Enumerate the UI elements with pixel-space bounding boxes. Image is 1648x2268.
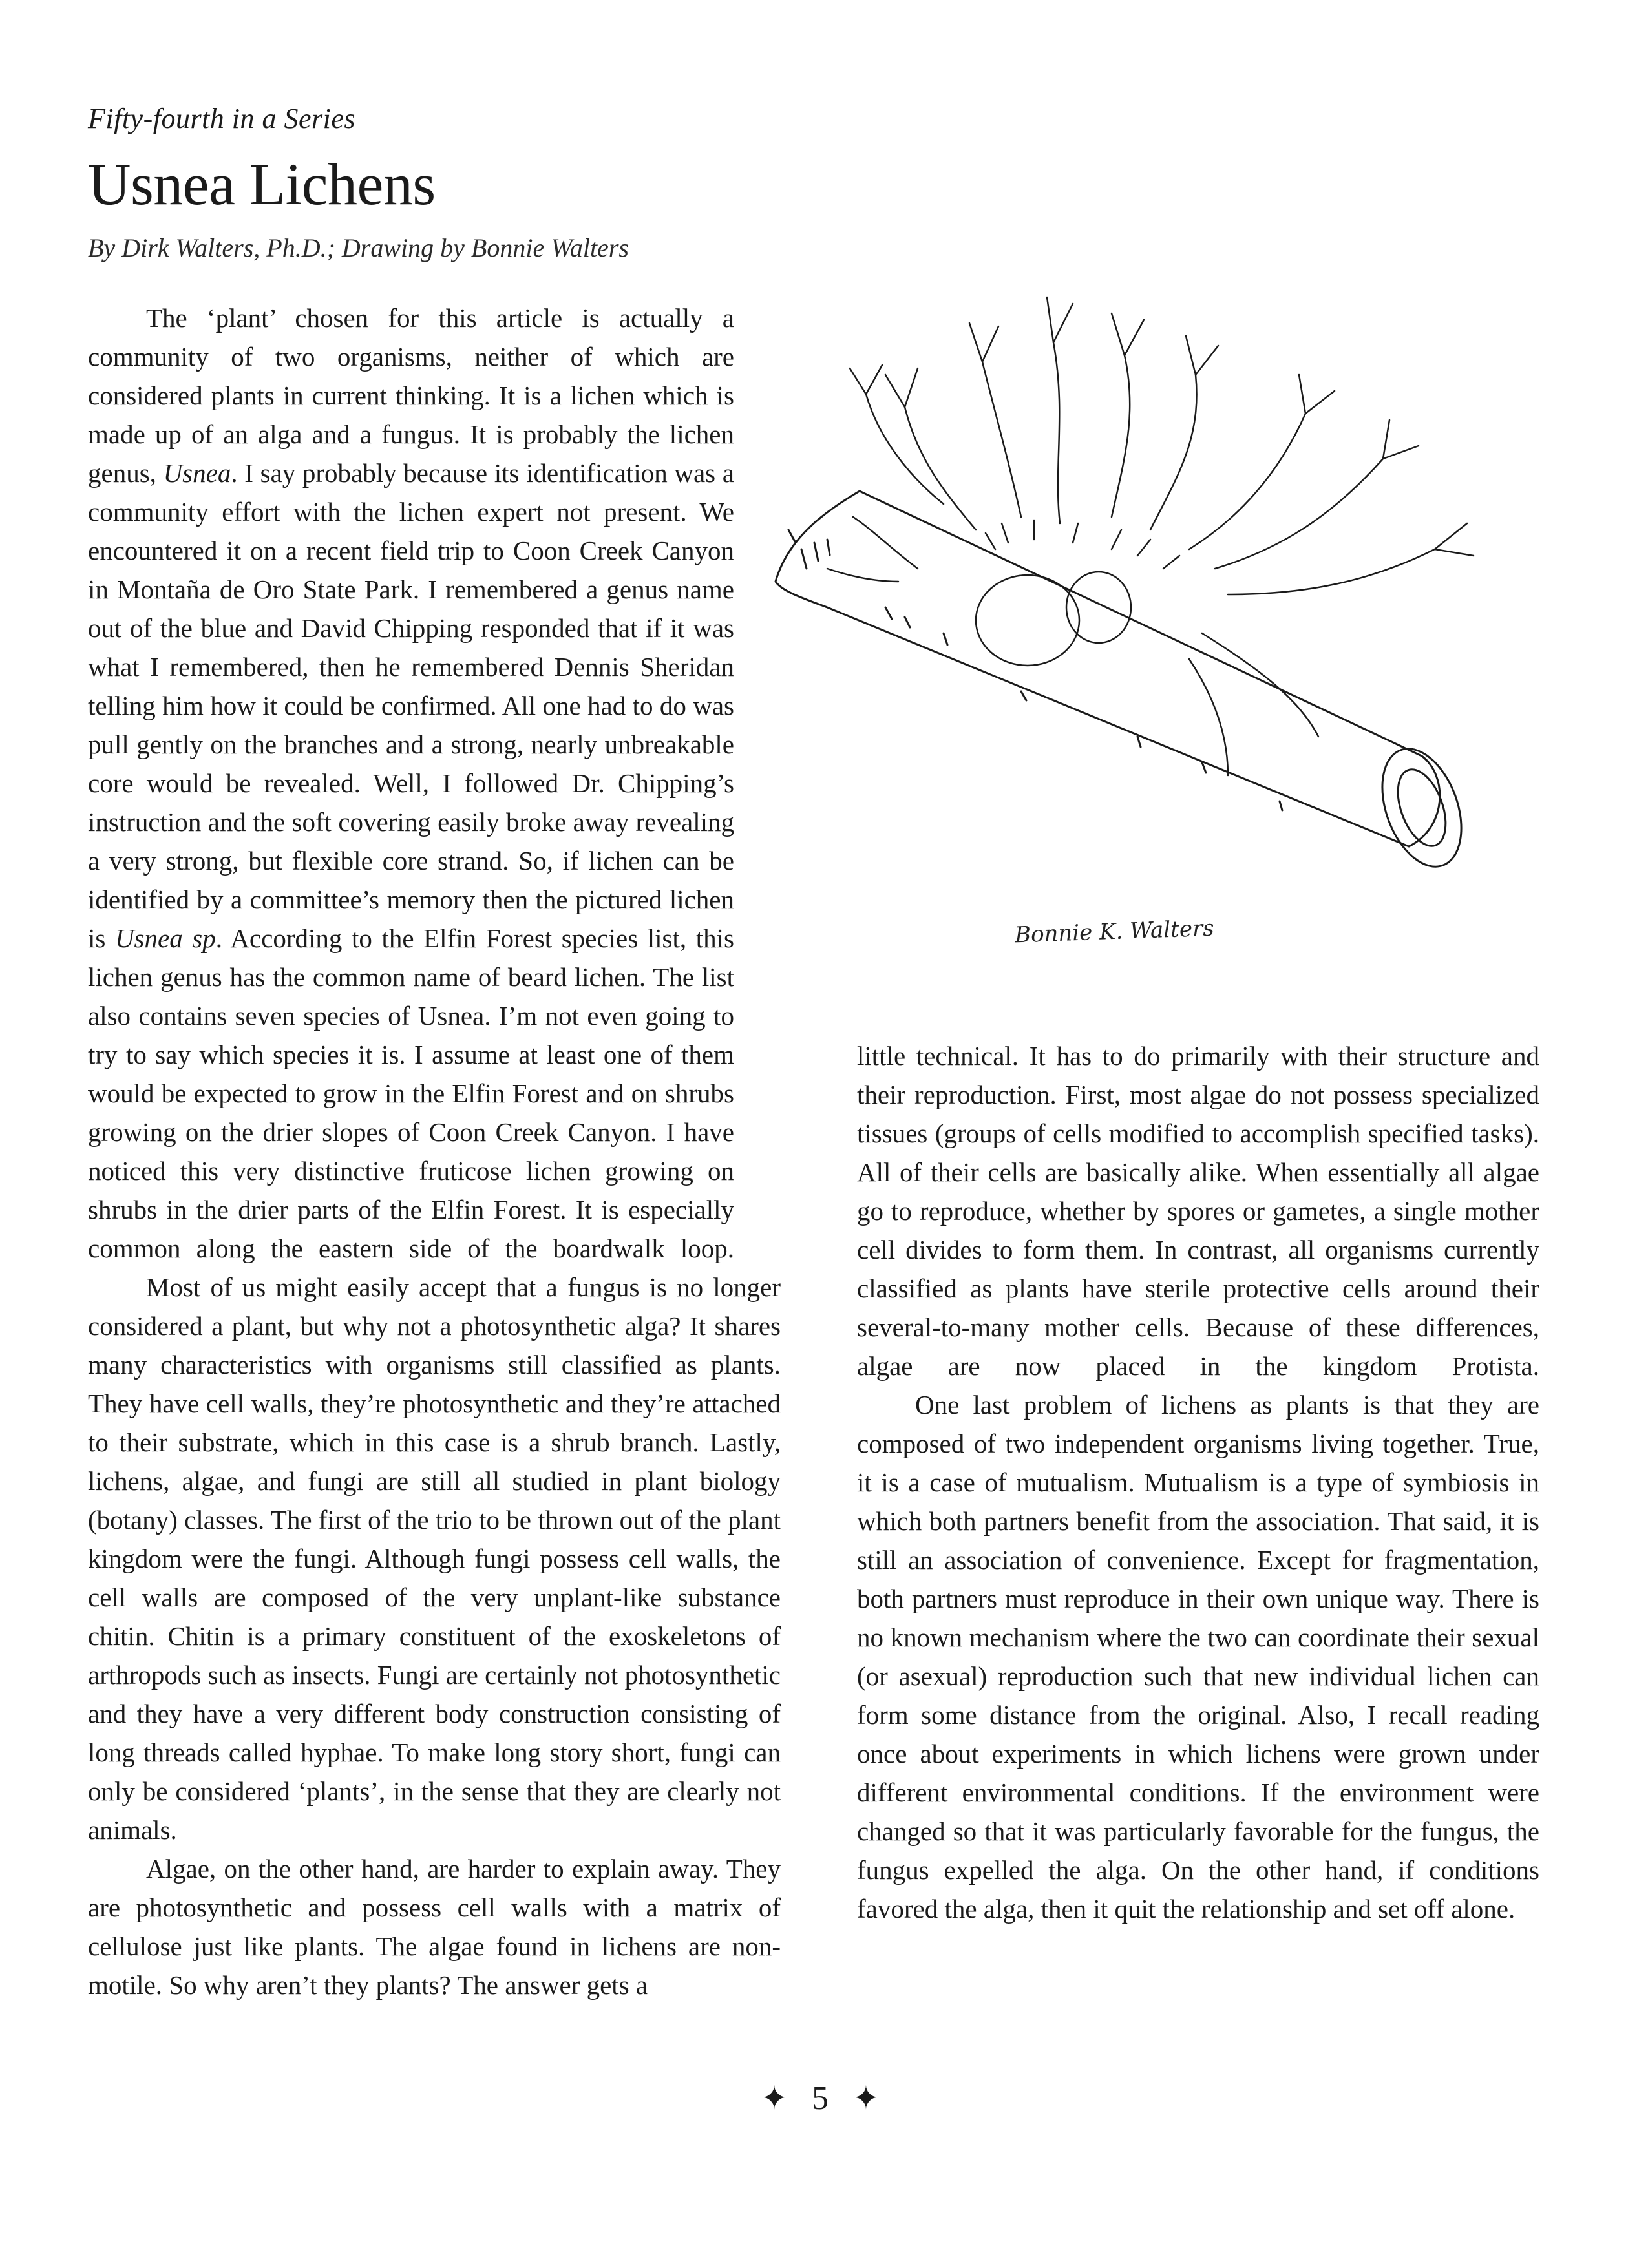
artist-signature: Bonnie K. Walters — [1014, 915, 1215, 949]
species-name: Usnea sp — [114, 923, 216, 953]
page-footer — [0, 2079, 1648, 2117]
byline: By Dirk Walters, Ph.D.; Drawing by Bonnie Walters — [88, 233, 629, 262]
paragraph-text: . I say probably because its identification was a community effort with the lichen expert not present. We encountered it on a recent field trip to Coon Creek Canyon in Montaña de Oro State Park. I remembered a genus name out of the blue and David Chipping responded that if it was what I remembered, then he remembered Dennis Sheridan telling him how it could be confirmed. All one had to do was pull gently on the branches and a strong, nearly unbreakable core would be revealed. Well, I followed Dr. Chipping’s instruction and the soft covering easily broke away revealing a very strong, but flexible core strand. So, if lichen can be identified by a committee’s memory then the pictured lichen is — [88, 458, 734, 953]
genus-name: Usnea — [163, 458, 231, 488]
paragraph: One last problem of lichens as plants is that they are composed of two independent organisms living together. True, it is a case of mutualism. Mutualism is a type of symbiosis in which both partners benefit from the association. That said, it is still an association of convenience. Except for fragmentation, both partners must reproduce in their own unique way. There is no known mechanism where the two can coordinate their sexual (or asexual) reproduction such that new individual lichen can form some distance from the original. Also, I recall reading once about experiments in which lichens were grown under different environmental conditions. If the environment were changed so that it was particularly favorable for the fungus, the fungus expelled the alga. On the other hand, if conditions favored the alga, then it quit the relationship and set off alone. — [857, 1390, 1539, 1924]
right-column — [857, 1036, 1539, 1928]
left-column — [88, 299, 781, 2004]
paragraph: Most of us might easily accept that a fungus is no longer considered a plant, but why not a photosynthetic alga? It shares many characteristics with organisms still classified as plants. They have cell walls, they’re photosynthetic and they’re attached to their substrate, which in this case is a shrub branch. Lastly, lichens, algae, and fungi are still all studied in plant biology (botany) classes. The first of the trio to be thrown out of the plant kingdom were the fungi. Although fungi possess cell walls, the cell walls are composed of the very unplant-like substance chitin. Chitin is a primary constituent of the exoskeletons of arthropods such as insects. Fungi are certainly not photosynthetic and they have a very different body construction consisting of long threads called hyphae. To make long story short, fungi can only be considered ‘plants’, in the sense that they are clearly not animals. — [88, 1272, 781, 1845]
paragraph-text: The ‘plant’ chosen for this article is actually a community of two organisms, neither of which are considered plants in current thinking. It is a lichen which is made up of an alga and a fungus. It is probably the lichen genus, — [88, 303, 734, 488]
ornament-right: ✦ — [852, 2080, 887, 2116]
paragraph — [88, 299, 734, 1268]
paragraph: little technical. It has to do primarily with their structure and their reproduction. First, most algae do not possess specialized tissues (groups of cells modified to accomplish specified tasks). All of their cells are basically alike. When essentially all algae go to reproduce, whether by spores or gametes, a single mother cell divides to form them. In contrast, all organisms currently classified as plants have sterile protective cells around their several-to-many mother cells. Because of these differences, algae are now placed in the kingdom Protista. — [857, 1041, 1539, 1381]
series-label: Fifty-fourth in a Series — [88, 103, 356, 134]
paragraph-text: . According to the Elfin Forest species list, this lichen genus has the common name of beard lichen. The list also contains seven species of Usnea. I’m not even going to try to say which species it is. I assume at least one of them would be expected to grow in the Elfin Forest and on shrubs growing on the drier slopes of Coon Creek Canyon. I have noticed this very distinctive fruticose lichen growing on shrubs in the drier parts of the Elfin Forest. It is especially common along the eastern side of the boardwalk loop. — [88, 923, 734, 1263]
paragraph: Algae, on the other hand, are harder to explain away. They are photosynthetic and possess cell walls with a matrix of cellulose just like plants. The algae found in lichens are non-motile. So why aren’t they plants? The answer gets a — [88, 1854, 781, 2000]
lichen-drawing — [750, 246, 1545, 989]
ornament-left: ✦ — [761, 2080, 796, 2116]
page-number: 5 — [812, 2080, 836, 2117]
page-title: Usnea Lichens — [88, 151, 436, 217]
